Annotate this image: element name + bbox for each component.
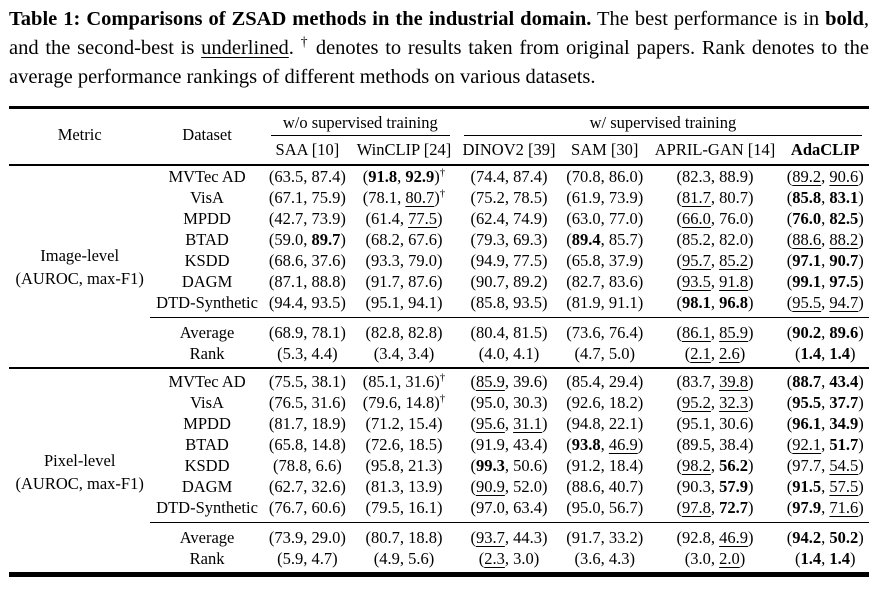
result-cell: (68.6, 37.6): [268, 251, 346, 270]
dagger-mark: †: [300, 34, 310, 50]
result-cell: (81.9, 91.1): [566, 293, 644, 312]
result-cell: (42.7, 73.9): [268, 209, 346, 228]
dagger-mark: †: [439, 371, 446, 384]
result-cell: (95.8, 21.3): [365, 456, 443, 475]
dagger-mark: †: [439, 166, 446, 179]
result-cell: (74.4, 87.4): [470, 167, 548, 186]
dataset-label: BTAD: [185, 435, 229, 454]
result-cell: (72.6, 18.5): [365, 435, 443, 454]
result-cell: (99.1, 97.5): [786, 272, 864, 291]
summary-cell: (73.6, 76.4): [561, 318, 648, 344]
header-group-row: [9, 108, 869, 137]
result-cell: (93.3, 79.0): [365, 251, 443, 270]
dataset-label: DAGM: [181, 272, 233, 291]
result-cell: (61.4, 77.5): [365, 209, 443, 228]
dataset-label: MVTec AD: [168, 167, 246, 186]
result-cell: (89.4, 85.7): [566, 230, 644, 249]
metric-column-header: Metric: [9, 108, 150, 166]
result-cell: (59.0, 89.7): [268, 230, 346, 249]
method-group-header: [264, 108, 457, 137]
result-cell: (91.9, 43.4): [470, 435, 548, 454]
result-cell: (95.1, 30.6): [676, 414, 754, 433]
result-cell: (95.6, 31.1): [470, 414, 548, 433]
result-cell: (79.6, 14.8)†: [362, 392, 446, 412]
method-column-header: SAA [10]: [264, 136, 351, 165]
result-cell: (78.8, 6.6): [273, 456, 342, 475]
result-cell: (65.8, 37.9): [566, 251, 644, 270]
dataset-label: MPDD: [183, 414, 231, 433]
result-cell: (94.9, 77.5): [470, 251, 548, 270]
result-cell: (99.3, 50.6): [470, 456, 548, 475]
method-column-header: APRIL-GAN [14]: [648, 136, 781, 165]
result-cell: (97.7, 54.5): [786, 456, 864, 475]
result-cell: (81.7, 18.9): [268, 414, 346, 433]
result-cell: (95.0, 30.3): [470, 393, 548, 412]
summary-cell: (1.4, 1.4): [795, 344, 856, 363]
result-cell: (96.1, 34.9): [786, 414, 864, 433]
method-column-header: SAM [30]: [561, 136, 648, 165]
result-cell: (76.0, 82.5): [786, 209, 864, 228]
summary-cell: (68.9, 78.1): [264, 318, 351, 344]
result-cell: (76.5, 31.6): [268, 393, 346, 412]
result-cell: (62.4, 74.9): [470, 209, 548, 228]
summary-cell: (92.8, 46.9): [648, 523, 781, 549]
metric-label: [9, 368, 150, 575]
summary-cell: (3.6, 4.3): [574, 549, 635, 568]
metric-section: [9, 368, 869, 575]
dataset-column-header: Dataset: [150, 108, 263, 166]
result-cell: (90.3, 57.9): [676, 477, 754, 496]
result-cell: (95.1, 94.1): [365, 293, 443, 312]
result-cell: (95.0, 56.7): [566, 498, 644, 517]
summary-cell: (4.7, 5.0): [574, 344, 635, 363]
result-cell: (61.9, 73.9): [566, 188, 644, 207]
summary-cell: (73.9, 29.0): [264, 523, 351, 549]
result-cell: (88.6, 88.2): [786, 230, 864, 249]
summary-cell: (91.7, 33.2): [561, 523, 648, 549]
result-cell: (75.5, 38.1): [264, 368, 351, 392]
result-cell: (97.9, 71.6): [786, 498, 864, 517]
dataset-label: VisA: [190, 393, 224, 412]
summary-cell: (2.1, 2.6): [684, 344, 746, 363]
summary-cell: (80.7, 18.8): [351, 523, 457, 549]
summary-label: Average: [150, 523, 263, 549]
result-cell: (79.3, 69.3): [470, 230, 548, 249]
summary-cell: (93.7, 44.3): [457, 523, 561, 549]
summary-cell: (4.9, 5.6): [373, 549, 435, 568]
result-cell: (94.4, 93.5): [268, 293, 346, 312]
result-cell: (89.2, 90.6): [786, 167, 864, 186]
result-cell: (98.1, 96.8): [676, 293, 754, 312]
dataset-label: BTAD: [185, 230, 229, 249]
result-cell: (98.2, 56.2): [676, 456, 754, 475]
table-row: [9, 165, 869, 187]
summary-cell: (3.4, 3.4): [373, 344, 435, 363]
result-cell: (62.7, 32.6): [268, 477, 346, 496]
result-cell: (97.8, 72.7): [676, 498, 754, 517]
metric-label-line: Image-level: [40, 245, 120, 265]
method-column-header: DINOV2 [39]: [457, 136, 561, 165]
summary-cell: (82.8, 82.8): [351, 318, 457, 344]
result-cell: (88.6, 40.7): [566, 477, 644, 496]
result-cell: (92.1, 51.7): [786, 435, 864, 454]
result-cell: (67.1, 75.9): [268, 188, 346, 207]
result-cell: (82.3, 88.9): [676, 167, 754, 186]
result-cell: (93.8, 46.9): [566, 435, 644, 454]
dataset-label: VisA: [190, 188, 224, 207]
result-cell: (93.5, 91.8): [676, 272, 754, 291]
summary-label: Rank: [189, 344, 225, 363]
result-cell: (85.1, 31.6)†: [351, 368, 457, 392]
method-column-header: AdaCLIP: [782, 136, 869, 165]
result-cell: (83.7, 39.8): [648, 368, 781, 392]
metric-label-line: Pixel-level: [43, 450, 116, 470]
summary-cell: (5.3, 4.4): [277, 344, 338, 363]
result-cell: (65.8, 14.8): [268, 435, 346, 454]
dagger-mark: †: [439, 187, 446, 200]
result-cell: (75.2, 78.5): [470, 188, 548, 207]
result-cell: (97.1, 90.7): [786, 251, 864, 270]
dataset-label: DAGM: [181, 477, 233, 496]
summary-cell: (2.3, 3.0): [478, 549, 540, 568]
method-group-label: w/o supervised training: [271, 111, 450, 136]
result-cell: (76.7, 60.6): [268, 498, 346, 517]
dataset-label: DTD-Synthetic: [156, 498, 258, 517]
summary-cell: (4.0, 4.1): [478, 344, 540, 363]
method-group-label: w/ supervised training: [464, 111, 862, 136]
dataset-label: KSDD: [184, 251, 230, 270]
result-cell: (85.2, 82.0): [676, 230, 754, 249]
dataset-label: MPDD: [183, 209, 231, 228]
table-header: [9, 108, 869, 166]
metric-label: [9, 165, 150, 368]
method-column-header: WinCLIP [24]: [351, 136, 457, 165]
result-cell: (79.5, 16.1): [365, 498, 443, 517]
metric-label-line: (AUROC, max-F1): [15, 473, 144, 493]
result-cell: (97.0, 63.4): [470, 498, 548, 517]
dataset-label: MVTec AD: [150, 368, 263, 392]
result-cell: (81.3, 13.9): [365, 477, 443, 496]
result-cell: (85.9, 39.6): [457, 368, 561, 392]
summary-cell: (1.4, 1.4): [795, 549, 856, 568]
result-cell: (71.2, 15.4): [365, 414, 443, 433]
dataset-label: KSDD: [184, 456, 230, 475]
summary-label: Average: [150, 318, 263, 344]
result-cell: (95.5, 37.7): [786, 393, 864, 412]
result-cell: (68.2, 67.6): [365, 230, 443, 249]
result-cell: (91.5, 57.5): [786, 477, 864, 496]
result-cell: (92.6, 18.2): [566, 393, 644, 412]
summary-cell: (86.1, 85.9): [648, 318, 781, 344]
dagger-mark: †: [439, 392, 446, 405]
result-cell: (89.5, 38.4): [676, 435, 754, 454]
result-cell: (90.7, 89.2): [470, 272, 548, 291]
result-cell: (85.8, 93.5): [470, 293, 548, 312]
summary-label: Rank: [189, 549, 225, 568]
result-cell: (81.7, 80.7): [676, 188, 754, 207]
table-row: [9, 368, 869, 392]
dataset-label: DTD-Synthetic: [156, 293, 258, 312]
result-cell: (63.0, 77.0): [566, 209, 644, 228]
result-cell: (66.0, 76.0): [676, 209, 754, 228]
summary-cell: (90.2, 89.6): [782, 318, 869, 344]
metric-section: [9, 165, 869, 368]
result-cell: (90.9, 52.0): [470, 477, 548, 496]
result-cell: (63.5, 87.4): [268, 167, 346, 186]
result-cell: (91.7, 87.6): [365, 272, 443, 291]
result-cell: (94.8, 22.1): [566, 414, 644, 433]
metric-label-line: (AUROC, max-F1): [15, 268, 144, 288]
result-cell: (88.7, 43.4): [782, 368, 869, 392]
summary-cell: (94.2, 50.2): [782, 523, 869, 549]
result-cell: (78.1, 80.7)†: [362, 187, 446, 207]
table-caption: Table 1: Comparisons of ZSAD methods in the industrial domain. The best performance is in bold, and the second-best is underlined. † denotes to results taken from original papers. Rank denotes to the average performance rankings of different methods on various datasets.: [9, 8, 870, 88]
result-cell: (95.5, 94.7): [786, 293, 864, 312]
result-cell: (95.2, 32.3): [676, 393, 754, 412]
results-table: [9, 106, 869, 577]
result-cell: (70.8, 86.0): [566, 167, 644, 186]
result-cell: (91.2, 18.4): [566, 456, 644, 475]
summary-cell: (5.9, 4.7): [277, 549, 338, 568]
summary-cell: (80.4, 81.5): [457, 318, 561, 344]
result-cell: (95.7, 85.2): [676, 251, 754, 270]
result-cell: (87.1, 88.8): [268, 272, 346, 291]
method-group-header: [457, 108, 869, 137]
result-cell: (85.8, 83.1): [786, 188, 864, 207]
result-cell: (91.8, 92.9)†: [362, 166, 446, 186]
result-cell: (82.7, 83.6): [566, 272, 644, 291]
summary-cell: (3.0, 2.0): [684, 549, 746, 568]
result-cell: (85.4, 29.4): [561, 368, 648, 392]
